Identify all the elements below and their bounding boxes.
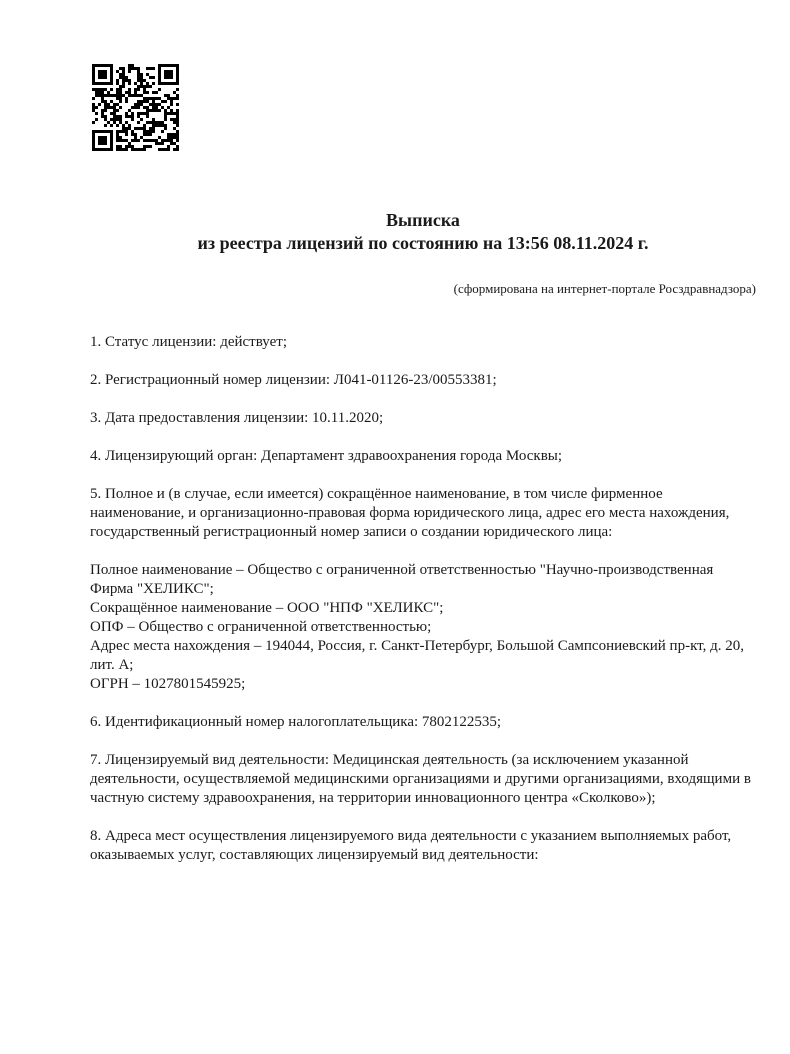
paragraph-license-status: 1. Статус лицензии: действует;: [90, 334, 287, 350]
org-full-name-line: Полное наименование – Общество с ограниченной ответственностью "Научно-производственная Фирма "ХЕЛИКС";: [90, 562, 714, 597]
paragraph-licensing-authority: 4. Лицензирующий орган: Департамент здравоохранения города Москвы;: [90, 448, 563, 464]
formation-note: (сформирована на интернет-портале Росздравнадзора): [453, 281, 756, 296]
org-opf-line: ОПФ – Общество с ограниченной ответственностью;: [90, 619, 432, 635]
document-content: [90, 0, 756, 884]
document-body: [90, 333, 756, 865]
title-line-2: из реестра лицензий по состоянию на 13:56 08.11.2024 г.: [197, 233, 649, 253]
paragraph-name-intro: 5. Полное и (в случае, если имеется) сокращённое наименование, в том числе фирменное наименование, и организационно-правовая форма юридического лица, адрес его места нахождения, государственный регистрационный номер записи о создании юридического лица:: [90, 486, 730, 540]
paragraph-registration-number: 2. Регистрационный номер лицензии: Л041-01126-23/00553381;: [90, 372, 497, 388]
paragraph-taxpayer-id: 6. Идентификационный номер налогоплательщика: 7802122535;: [90, 714, 502, 730]
document-title: [90, 209, 756, 255]
org-short-name-line: Сокращённое наименование – ООО "НПФ "ХЕЛИКС";: [90, 600, 444, 616]
paragraph-licensed-activity: 7. Лицензируемый вид деятельности: Медицинская деятельность (за исключением указанной деятельности, осуществляемой медицинскими организациями и другими организациями, входящими в частную систему здравоохранения, на территории инновационного центра «Сколково»);: [90, 752, 751, 806]
paragraph-activity-addresses-intro: 8. Адреса мест осуществления лицензируемого вида деятельности с указанием выполняемых работ, оказываемых услуг, составляющих лицензируемый вид деятельности:: [90, 828, 732, 863]
title-line-1: Выписка: [386, 210, 460, 230]
paragraph-grant-date: 3. Дата предоставления лицензии: 10.11.2020;: [90, 410, 384, 426]
org-ogrn-line: ОГРН – 1027801545925;: [90, 676, 246, 692]
org-address-line: Адрес места нахождения – 194044, Россия, г. Санкт-Петербург, Большой Сампсониевский пр-кт, д. 20, лит. А;: [90, 638, 744, 673]
